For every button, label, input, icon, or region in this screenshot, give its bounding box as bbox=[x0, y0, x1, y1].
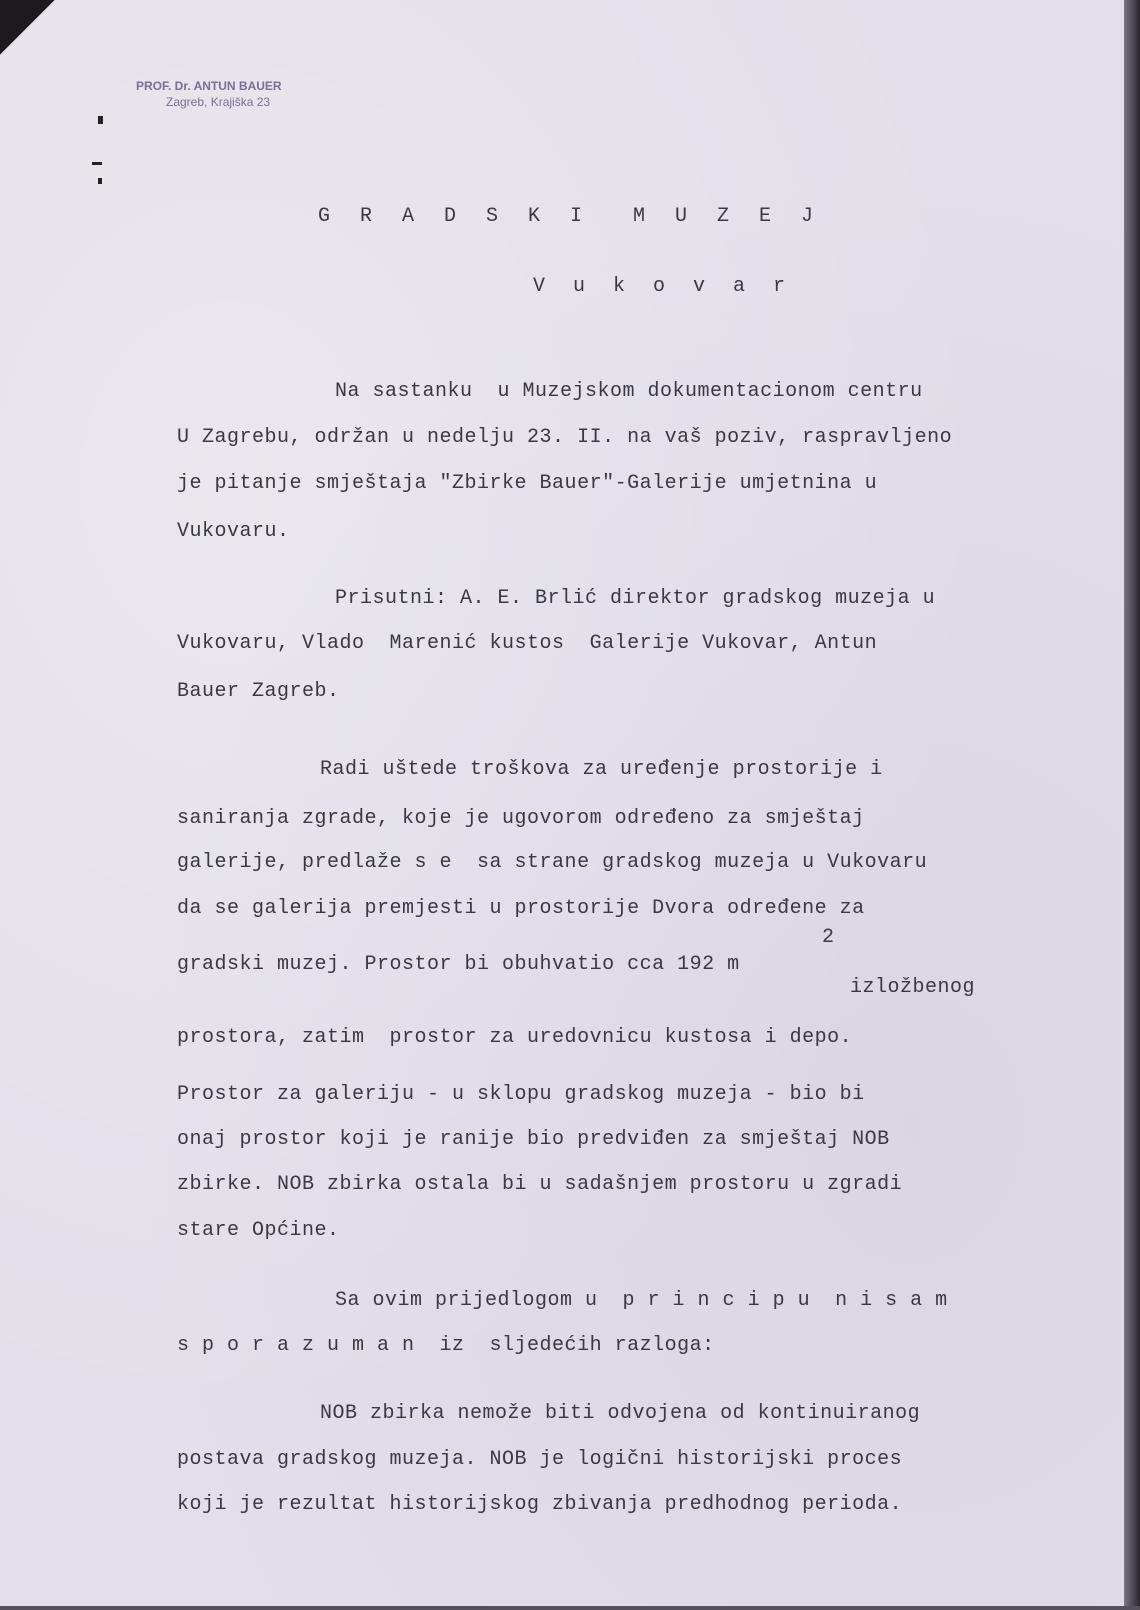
text-line: zbirke. NOB zbirka ostala bi u sadašnjem prostoru u zgradi bbox=[177, 1173, 903, 1196]
text-line: Prisutni: A. E. Brlić direktor gradskog muzeja u bbox=[335, 587, 936, 610]
text-line: gradski muzej. Prostor bi obuhvatio cca 192 m bbox=[177, 953, 740, 976]
ink-mark bbox=[98, 116, 103, 124]
ink-mark bbox=[98, 178, 102, 184]
text-line: U Zagrebu, održan u nedelju 23. II. na vaš poziv, raspravljeno bbox=[177, 426, 953, 449]
addressee-city: V u k o v a r bbox=[533, 275, 794, 298]
text-line: s p o r a z u m a n iz sljedećih razloga: bbox=[177, 1334, 715, 1357]
text-line: Vukovaru. bbox=[177, 520, 290, 543]
text-line: je pitanje smještaja "Zbirke Bauer"-Galerije umjetnina u bbox=[177, 472, 878, 495]
text-line: onaj prostor koji je ranije bio predviđen za smještaj NOB bbox=[177, 1128, 890, 1151]
addressee-title: G R A D S K I M U Z E J bbox=[318, 205, 823, 228]
text-line: prostora, zatim prostor za uredovnicu kustosa i depo. bbox=[177, 1026, 853, 1049]
text-line: Radi uštede troškova za uređenje prostorije i bbox=[320, 758, 883, 781]
text-line: stare Općine. bbox=[177, 1219, 340, 1242]
page-bottom-edge bbox=[0, 1606, 1140, 1610]
text-line: da se galerija premjesti u prostorije Dvora određene za bbox=[177, 897, 865, 920]
text-line: galerije, predlaže s e sa strane gradskog muzeja u Vukovaru bbox=[177, 851, 928, 874]
text-line: postava gradskog muzeja. NOB je logični historijski proces bbox=[177, 1448, 903, 1471]
text-line: Vukovaru, Vlado Marenić kustos Galerije Vukovar, Antun bbox=[177, 632, 878, 655]
page-edge-shadow bbox=[1124, 0, 1140, 1610]
text-line: saniranja zgrade, koje je ugovorom određeno za smještaj bbox=[177, 807, 865, 830]
stamp-line-address: Zagreb, Krajiška 23 bbox=[166, 95, 271, 109]
superscript-two: 2 bbox=[822, 926, 835, 949]
text-line: Sa ovim prijedlogom u p r i n c i p u n i s a m bbox=[335, 1289, 948, 1312]
text-line: koji je rezultat historijskog zbivanja predhodnog perioda. bbox=[177, 1493, 903, 1516]
text-line: Na sastanku u Muzejskom dokumentacionom centru bbox=[335, 380, 923, 403]
text-line: NOB zbirka nemože biti odvojena od kontinuiranog bbox=[320, 1402, 921, 1425]
ink-mark bbox=[92, 162, 102, 165]
text-line: izložbenog bbox=[850, 976, 976, 999]
text-line: Bauer Zagreb. bbox=[177, 680, 340, 703]
torn-corner bbox=[0, 0, 60, 60]
text-line: Prostor za galeriju - u sklopu gradskog muzeja - bio bi bbox=[177, 1083, 865, 1106]
sender-stamp bbox=[136, 78, 282, 110]
stamp-line-name: PROF. Dr. ANTUN BAUER bbox=[136, 79, 282, 93]
